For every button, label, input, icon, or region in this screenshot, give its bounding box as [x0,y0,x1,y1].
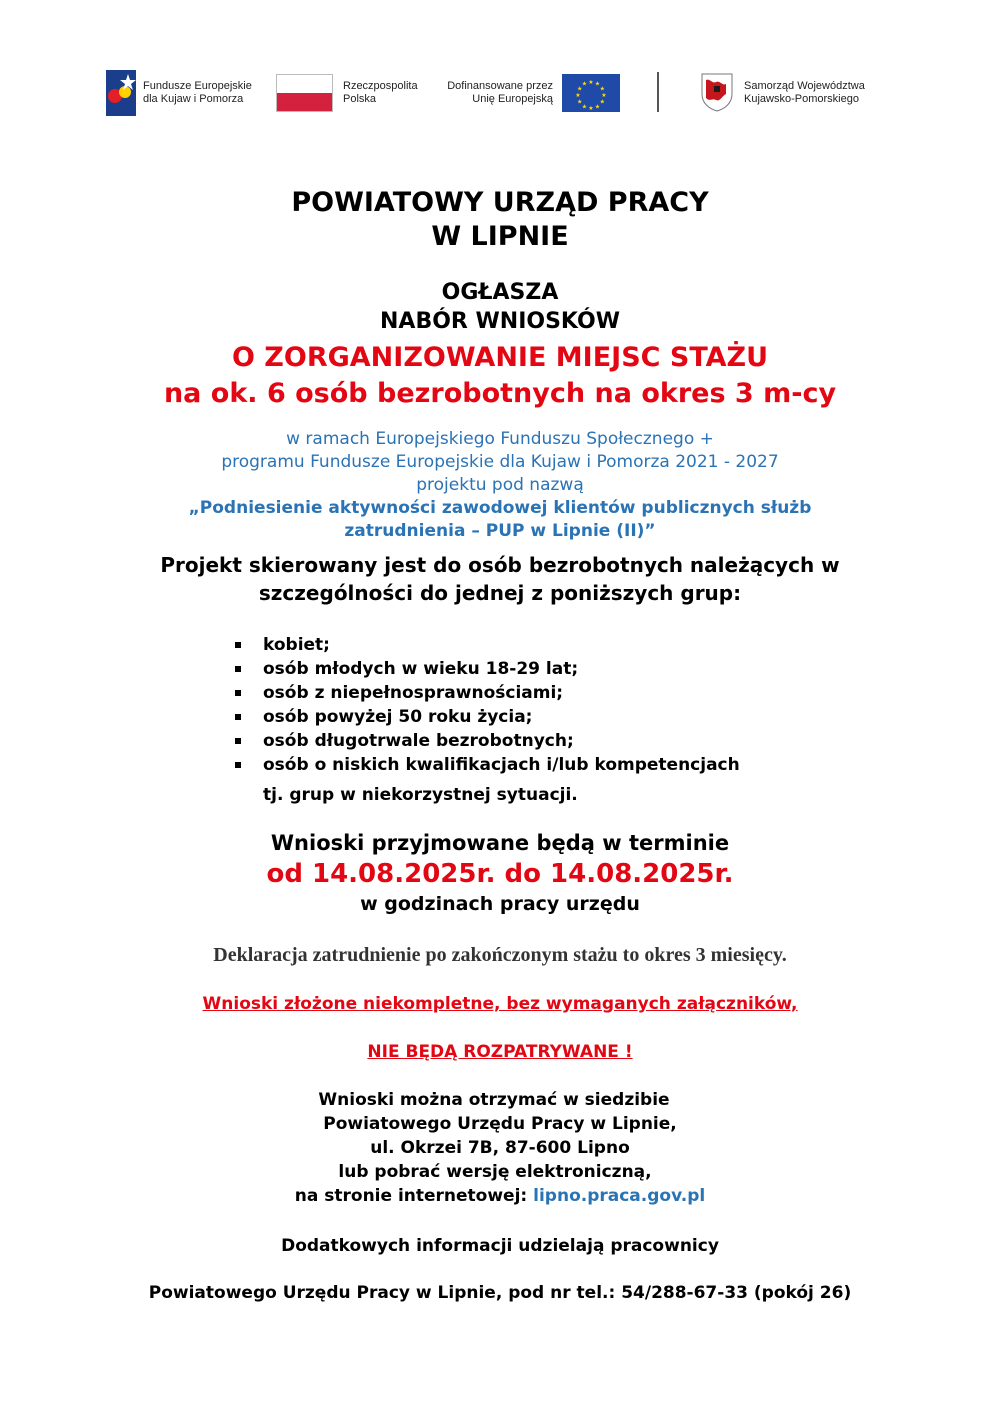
bullet-icon [235,642,241,648]
svg-text:★: ★ [577,98,583,106]
list-item-text: osób powyżej 50 roku życia; [263,707,533,727]
header-title-line2: W LIPNIE [431,221,569,252]
announcement-line1: OGŁASZA [441,280,559,305]
fe-logo-line2: dla Kujaw i Pomorza [143,93,244,105]
application-terms [0,829,1000,917]
list-item-text: osób młodych w wieku 18-29 lat; [263,659,579,679]
ue-logo-line1: Dofinansowane przez [447,80,553,92]
eu-flag [562,74,620,112]
incomplete-warning: Wnioski złożone niekompletne, bez wymaganych załączników, [202,994,798,1014]
samorzad-logo-line1: Samorząd Województwa [744,80,865,92]
bullet-icon [235,738,241,744]
svg-text:★: ★ [594,80,601,88]
project-title-line1: „Podniesienie aktywności zawodowej klientów publicznych służb [188,498,812,518]
list-item-text: osób długotrwale bezrobotnych; [263,731,574,751]
list-item [232,681,740,705]
target-line2: szczególności do jednej z poniższych grup: [258,581,742,605]
header-title-line1: POWIATOWY URZĄD PRACY [291,187,709,218]
svg-text:★: ★ [575,92,581,99]
announcement-red [0,340,1000,412]
obtain-line1: Wnioski można otrzymać w siedzibie [318,1090,670,1110]
program-line3: projektu pod nazwą [416,475,584,495]
svg-text:★: ★ [599,85,605,93]
project-title-line2: zatrudnienia – PUP w Lipnie (II)” [344,521,656,541]
announcement-line2: NABÓR WNIOSKÓW [380,309,620,334]
target-line1: Projekt skierowany jest do osób bezrobotnych należących w [160,553,840,577]
list-item-text: osób z niepełnosprawnościami; [263,683,564,703]
obtain-website-line [0,1184,1000,1208]
employment-declaration: Deklaracja zatrudnienie po zakończonym stażu to okres 3 miesięcy. [213,944,787,966]
website-link[interactable]: lipno.praca.gov.pl [533,1186,706,1206]
fe-logo-text [143,80,252,106]
header-title [0,186,1000,254]
list-item [232,633,740,657]
eu-stars-icon [562,74,620,112]
samorzad-crest-icon [700,72,734,112]
website-label: na stronie internetowej: [294,1186,534,1206]
svg-text:★: ★ [594,103,601,111]
list-item-text: osób o niskich kwalifikacjach i/lub kompetencjach [263,755,740,775]
samorzad-logo-text [744,80,865,106]
announcement-red-line2: na ok. 6 osób bezrobotnych na okres 3 m-cy [163,378,837,409]
samorzad-logo-line2: Kujawsko-Pomorskiego [744,93,859,105]
contact-line1: Dodatkowych informacji udzielają pracownicy [281,1236,719,1256]
obtain-line2: Powiatowego Urzędu Pracy w Lipnie, [323,1114,677,1134]
svg-text:★: ★ [601,92,607,99]
target-intro [0,551,1000,607]
list-item [232,657,740,681]
rp-logo-text [343,80,418,106]
ue-logo-line2: Unię Europejską [472,93,553,105]
bullet-icon [235,762,241,768]
rp-logo-line2: Polska [343,93,377,105]
terms-dates: od 14.08.2025r. do 14.08.2025r. [266,859,734,889]
bullet-icon [235,714,241,720]
program-line2: programu Fundusze Europejskie dla Kujaw i Pomorza 2021 - 2027 [221,452,779,472]
contact-line2: Powiatowego Urzędu Pracy w Lipnie, pod nr tel.: 54/288-67-33 (pokój 26) [148,1283,852,1303]
svg-text:★: ★ [588,79,594,86]
terms-hours: w godzinach pracy urzędu [360,893,640,915]
svg-text:★: ★ [581,103,588,111]
fundusze-europejskie-logo [106,70,136,116]
rp-logo-line1: Rzeczpospolita [343,80,418,92]
program-info [0,428,1000,543]
obtain-info [0,1088,1000,1208]
bullet-icon [235,666,241,672]
obtain-line4: lub pobrać wersję elektroniczną, [338,1162,652,1182]
fe-logo-line1: Fundusze Europejskie [143,80,252,92]
ue-logo-text [445,80,553,106]
list-item [232,705,740,729]
target-groups-list [232,633,740,777]
list-item [232,753,740,777]
logo-divider [657,72,659,112]
svg-text:★: ★ [581,80,588,88]
program-line1: w ramach Europejskiego Funduszu Społecznego + [286,429,714,449]
svg-text:★: ★ [577,85,583,93]
not-considered-warning: NIE BĘDĄ ROZPATRYWANE ! [367,1042,633,1062]
list-item-text: kobiet; [263,635,330,655]
obtain-address: ul. Okrzei 7B, 87-600 Lipno [370,1138,630,1158]
svg-text:★: ★ [588,105,594,112]
bullet-icon [235,690,241,696]
terms-line1: Wnioski przyjmowane będą w terminie [270,831,730,855]
polish-flag [276,74,333,112]
target-groups-tail: tj. grup w niekorzystnej sytuacji. [263,785,578,805]
list-item [232,729,740,753]
svg-text:★: ★ [599,98,605,106]
announcement-red-line1: O ZORGANIZOWANIE MIEJSC STAŻU [231,342,769,373]
announcement [0,278,1000,336]
